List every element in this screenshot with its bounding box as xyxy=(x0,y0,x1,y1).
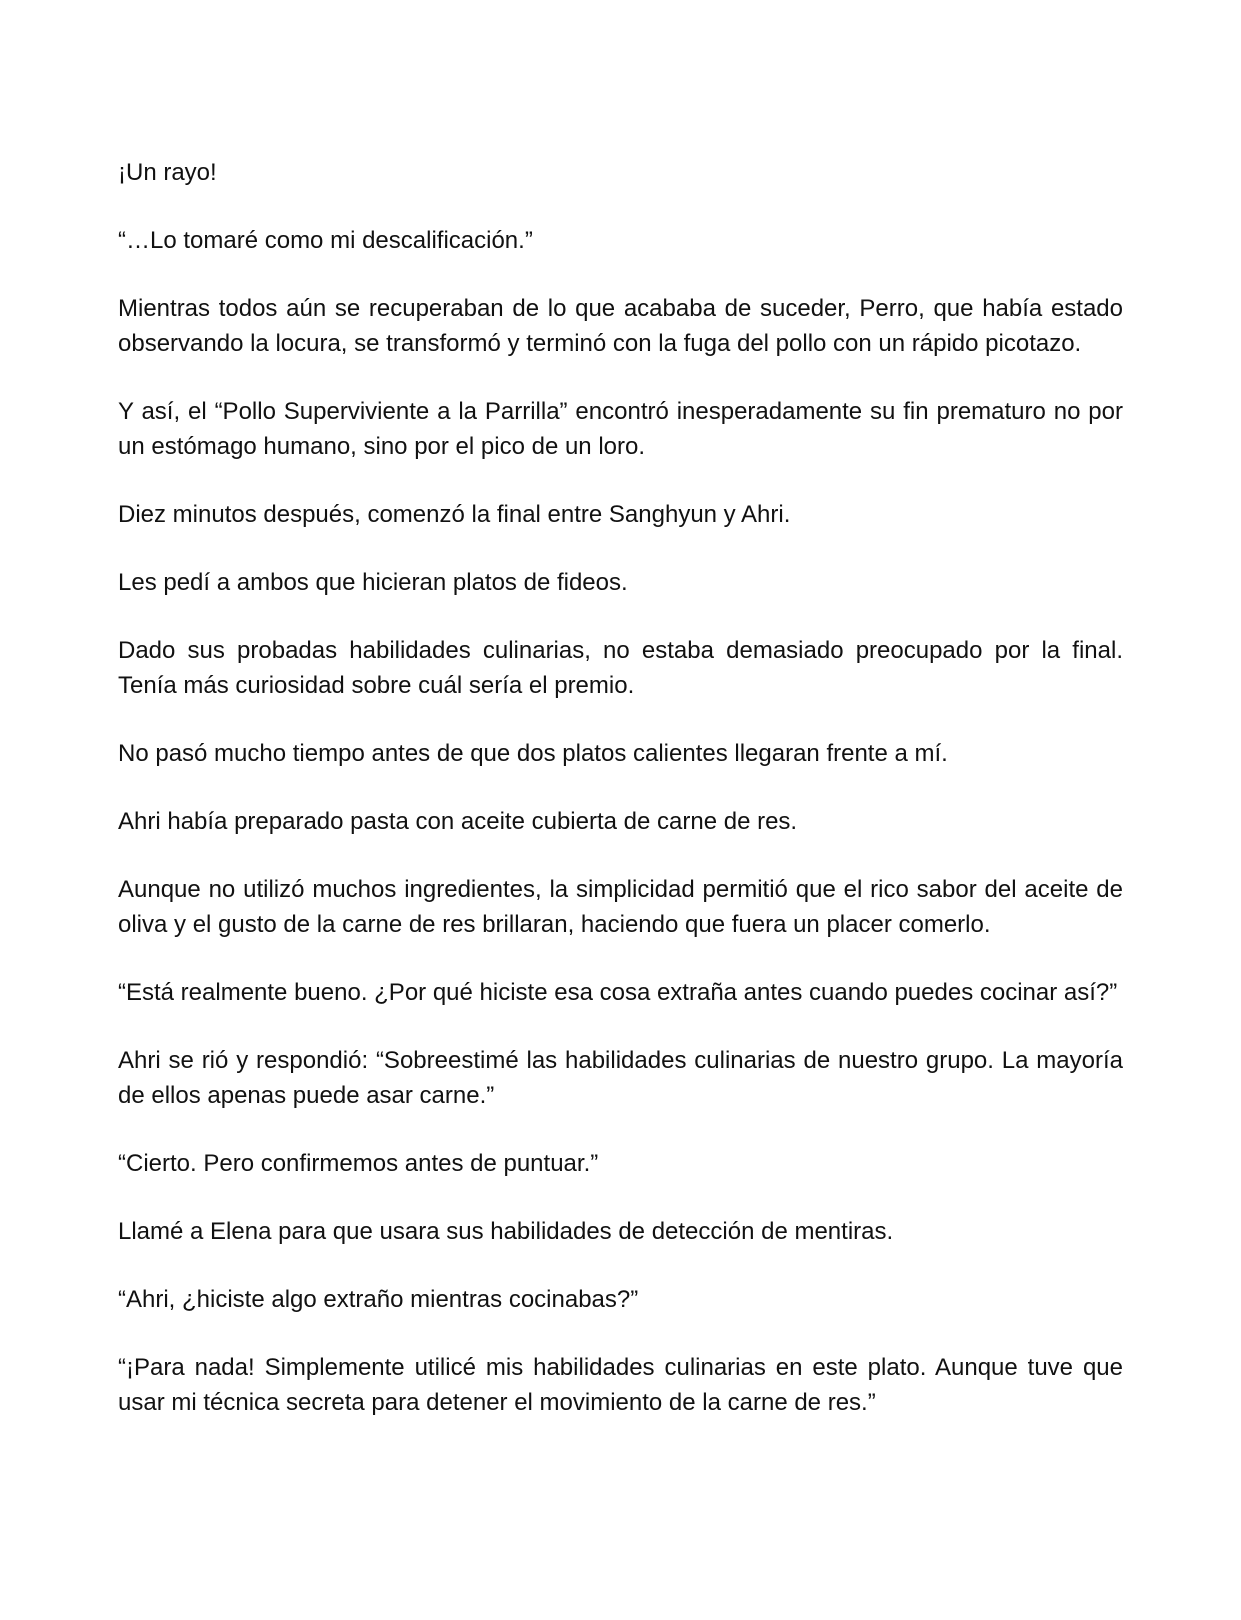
paragraph: “…Lo tomaré como mi descalificación.” xyxy=(118,227,533,254)
paragraph: Mientras todos aún se recuperaban de lo que acababa de suceder, Perro, que había estado observando la locura, se transformó y terminó con la fuga del pollo con un rápido picotazo. xyxy=(118,295,1123,357)
paragraph: Aunque no utilizó muchos ingredientes, la simplicidad permitió que el rico sabor del aceite de oliva y el gusto de la carne de res brillaran, haciendo que fuera un placer comerlo. xyxy=(118,876,1123,938)
paragraph: Ahri se rió y respondió: “Sobreestimé las habilidades culinarias de nuestro grupo. La mayoría de ellos apenas puede asar carne.” xyxy=(118,1047,1123,1109)
paragraph: No pasó mucho tiempo antes de que dos platos calientes llegaran frente a mí. xyxy=(118,740,948,767)
paragraph: Y así, el “Pollo Superviviente a la Parrilla” encontró inesperadamente su fin prematuro no por un estómago humano, sino por el pico de un loro. xyxy=(118,398,1123,460)
paragraph: Ahri había preparado pasta con aceite cubierta de carne de res. xyxy=(118,808,798,835)
paragraph: Diez minutos después, comenzó la final entre Sanghyun y Ahri. xyxy=(118,501,791,528)
document-body xyxy=(118,155,1123,1453)
paragraph: “Ahri, ¿hiciste algo extraño mientras cocinabas?” xyxy=(118,1286,639,1313)
paragraph: Llamé a Elena para que usara sus habilidades de detección de mentiras. xyxy=(118,1218,894,1245)
paragraph: Dado sus probadas habilidades culinarias, no estaba demasiado preocupado por la final. Tenía más curiosidad sobre cuál sería el premio. xyxy=(118,637,1123,699)
paragraph: ¡Un rayo! xyxy=(118,159,217,186)
paragraph: “Está realmente bueno. ¿Por qué hiciste esa cosa extraña antes cuando puedes cocinar así?” xyxy=(118,979,1118,1006)
paragraph: “Cierto. Pero confirmemos antes de puntuar.” xyxy=(118,1150,599,1177)
paragraph: Les pedí a ambos que hicieran platos de fideos. xyxy=(118,569,628,596)
paragraph: “¡Para nada! Simplemente utilicé mis habilidades culinarias en este plato. Aunque tuve que usar mi técnica secreta para detener el movimiento de la carne de res.” xyxy=(118,1354,1123,1416)
